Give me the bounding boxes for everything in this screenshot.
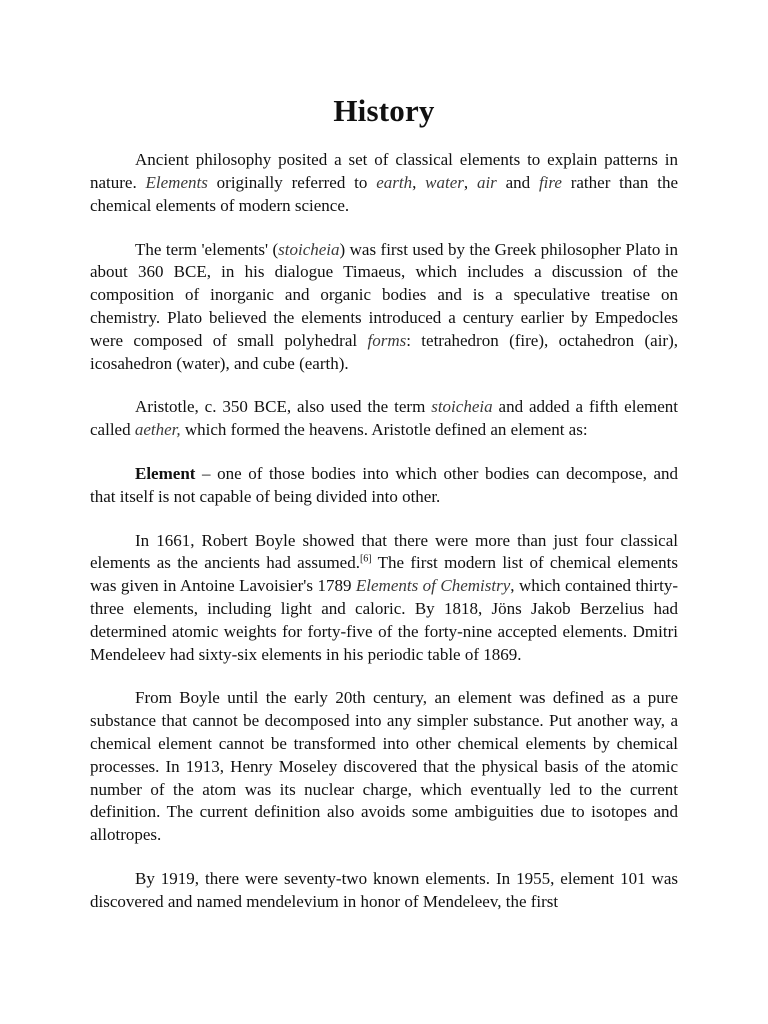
bold-term-element: Element: [135, 463, 196, 483]
italic-term-fire: fire: [538, 172, 562, 192]
text-run: and: [496, 172, 539, 192]
text-run: The first modern list of chemical elements was given in Antoine Lavoisier's 1789: [90, 553, 679, 596]
text-run: ,: [463, 172, 477, 192]
paragraph-plato: [90, 239, 678, 376]
text-run: and added a fifth element called: [90, 397, 678, 440]
text-run: originally referred to: [207, 172, 377, 192]
text-run: : tetrahedron (fire), octahedron (air), icosahedron (water), and cube (earth).: [90, 330, 678, 373]
paragraph-known-elements: [90, 868, 678, 914]
text-run: which formed the heavens. Aristotle defined an element as:: [180, 420, 588, 440]
italic-term-elements: Elements: [145, 172, 208, 192]
paragraph-modern-definition: [90, 687, 678, 847]
italic-term-air: air: [476, 172, 497, 192]
text-run: The term 'elements' (: [135, 239, 279, 259]
italic-term-forms: forms: [367, 330, 407, 350]
italic-term-stoicheia: stoicheia: [278, 239, 340, 259]
citation-reference[interactable]: [6]: [359, 553, 372, 565]
text-run: ) was first used by the Greek philosopher Plato in about 360 BCE, in his dialogue Timaeus, which includes a discussion of the composition of inorganic and organic bodies and is a speculative treatise on chemistry. Plato believed the elements introduced a century earlier by Empedocles were composed of small polyhedral: [90, 239, 678, 350]
paragraph-element-definition: [90, 463, 678, 509]
text-run: In 1661, Robert Boyle showed that there were more than just four classical elements as the ancients had assumed.: [90, 530, 678, 573]
text-run: Ancient philosophy posited a set of classical elements to explain patterns in nature.: [90, 150, 678, 192]
paragraph-ancient-philosophy: [90, 149, 678, 217]
italic-book-title: Elements of Chemistry: [355, 576, 511, 596]
italic-term-aether: aether,: [134, 420, 181, 440]
text-run: ,: [412, 172, 426, 192]
paragraph-boyle: [90, 530, 678, 667]
italic-term-earth: earth: [376, 172, 413, 192]
text-run: , which contained thirty-three elements, including light and caloric. By 1818, Jöns Jakob Berzelius had determined atomic weights for forty-five of the forty-nine accepted elements. Dmitri Mendeleev had sixty-six elements in his periodic table of 1869.: [90, 576, 679, 664]
page-title: History: [333, 93, 435, 128]
italic-term-water: water: [425, 172, 464, 192]
text-run: By 1919, there were seventy-two known elements. In 1955, element 101 was discovered and named mendelevium in honor of Mendeleev, the first: [90, 868, 678, 911]
text-run: Aristotle, c. 350 BCE, also used the term: [135, 397, 432, 417]
text-run: rather than the chemical elements of modern science.: [90, 172, 679, 215]
document-body: [90, 92, 678, 935]
text-run: From Boyle until the early 20th century, an element was defined as a pure substance that cannot be decomposed into any simpler substance. Put another way, a chemical element cannot be transformed into other chemical elements by chemical processes. In 1913, Henry Moseley discovered that the physical basis of the atomic number of the atom was its nuclear charge, which eventually led to the current definition. The current definition also avoids some ambiguities due to isotopes and allotropes.: [90, 688, 678, 845]
text-run: – one of those bodies into which other bodies can decompose, and that itself is not capable of being divided into other.: [90, 463, 678, 506]
paragraph-aristotle: [90, 396, 678, 442]
italic-term-stoicheia: stoicheia: [431, 397, 493, 417]
